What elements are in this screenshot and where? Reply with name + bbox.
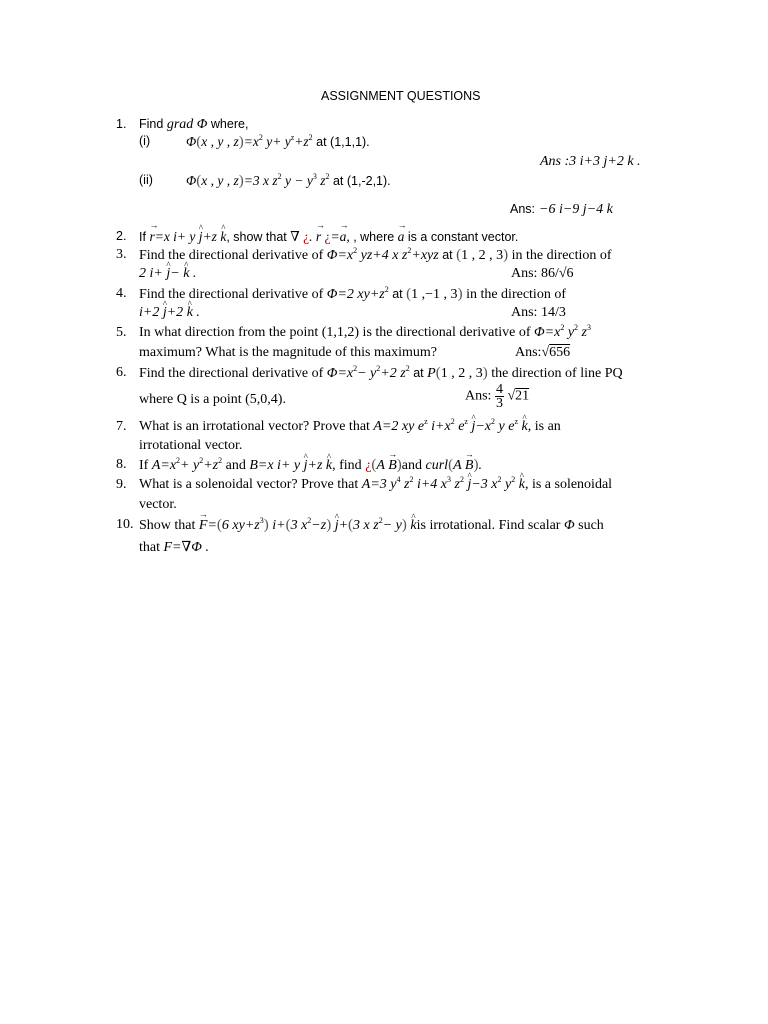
question-8-text: If $A=x^2+ y^2+z^2$ and B=x i+ y ^ j+z ^ k, find ¿(A → B)and curl(A → B). xyxy=(139,457,482,474)
question-9-text: What is a solenoidal vector? Prove that A=3 $y^4$ $z^2$ i+4 $x^3$ $z^2$ ^ j−3 $x^2$ $y^2$ ^ k, is a solenoidal xyxy=(139,477,612,493)
question-10-line-2: that F=∇Φ . xyxy=(139,540,209,555)
question-9-line-2: vector. xyxy=(139,497,177,512)
question-3-number: 3. xyxy=(116,247,127,262)
question-1-text: Find grad Φ where, xyxy=(139,117,249,132)
question-10-number: 10. xyxy=(116,517,134,532)
question-5-answer: Ans:√656 xyxy=(515,345,571,360)
question-3-direction: 2 i+ ^ j− ^ k . xyxy=(139,266,196,282)
question-1-number: 1. xyxy=(116,117,127,131)
document-title: ASSIGNMENT QUESTIONS xyxy=(321,89,481,103)
question-4-text: Find the directional derivative of Φ=2 $xy+z^2$ at (1 ,−1 , 3) in the direction of xyxy=(139,285,566,302)
question-10-text: Show that → F=(6 $xy+z^3$) i+(3 $x^2-z$) ^ j+(3 x $z^2- y$) ^ kis irrotational. Find scalar Φ such xyxy=(139,517,604,534)
question-4-number: 4. xyxy=(116,286,127,301)
question-5-text: In what direction from the point (1,1,2) is the directional derivative of $\Phi=x^2$ $y^2$ $z^3$ xyxy=(139,323,591,340)
question-1-i-answer: Ans :3 i+3 j+2 k . xyxy=(540,154,641,169)
question-3-answer: Ans: 86/√6 xyxy=(511,266,574,281)
question-5-number: 5. xyxy=(116,325,127,340)
question-6-number: 6. xyxy=(116,365,127,380)
question-6-answer: Ans: $\frac{4}{3}$ √21 xyxy=(465,382,530,411)
question-1-ii-label: (ii) xyxy=(139,173,153,187)
question-5-line-2: maximum? What is the magnitude of this maximum? xyxy=(139,345,437,360)
question-2-text: If → r=x i+ y ^ j+z ^ k, show that ∇ ¿. → r ¿=→ a, , where → a is a constant vector. xyxy=(139,229,518,245)
question-7-number: 7. xyxy=(116,419,127,434)
grad-operator: grad Φ xyxy=(166,117,208,132)
question-1-i-label: (i) xyxy=(139,134,151,148)
question-7-text: What is an irrotational vector? Prove that A=2 xy $e^z$ $i+x^2$ $e^z$ ^ $j-x^2$ y $e^z$ ^ k, is an xyxy=(139,419,561,435)
question-6-text: Find the directional derivative of $\Phi=x^2- y^2+2$ $z^2$ at P(1 , 2 , 3) the direction of line PQ xyxy=(139,364,623,381)
question-6-line-2: where Q is a point (5,0,4). xyxy=(139,392,286,407)
question-7-line-2: irrotational vector. xyxy=(139,438,243,453)
question-3-text: Find the directional derivative of $\Phi=x^2$ yz+4 x $z^2+xyz$ at (1 , 2 , 3) in the direction of xyxy=(139,246,612,263)
question-4-answer: Ans: 14/3 xyxy=(511,305,566,320)
question-2-number: 2. xyxy=(116,229,127,243)
question-9-number: 9. xyxy=(116,477,127,492)
question-8-number: 8. xyxy=(116,457,127,472)
question-1-ii-expression: Φ(x , y , z)=3 x $z^2$ $y - y^3$ $z^2$ at (1,-2,1). xyxy=(186,172,391,189)
question-1-i-expression: Φ(x , y , $z)=x^2$ $y+ y^z+z^2$ at (1,1,1). xyxy=(186,133,370,150)
question-1-ii-answer: Ans: −6 i−9 j−4 k xyxy=(510,202,613,217)
question-4-direction: i+2 ^ j+2 ^ k . xyxy=(139,305,200,321)
